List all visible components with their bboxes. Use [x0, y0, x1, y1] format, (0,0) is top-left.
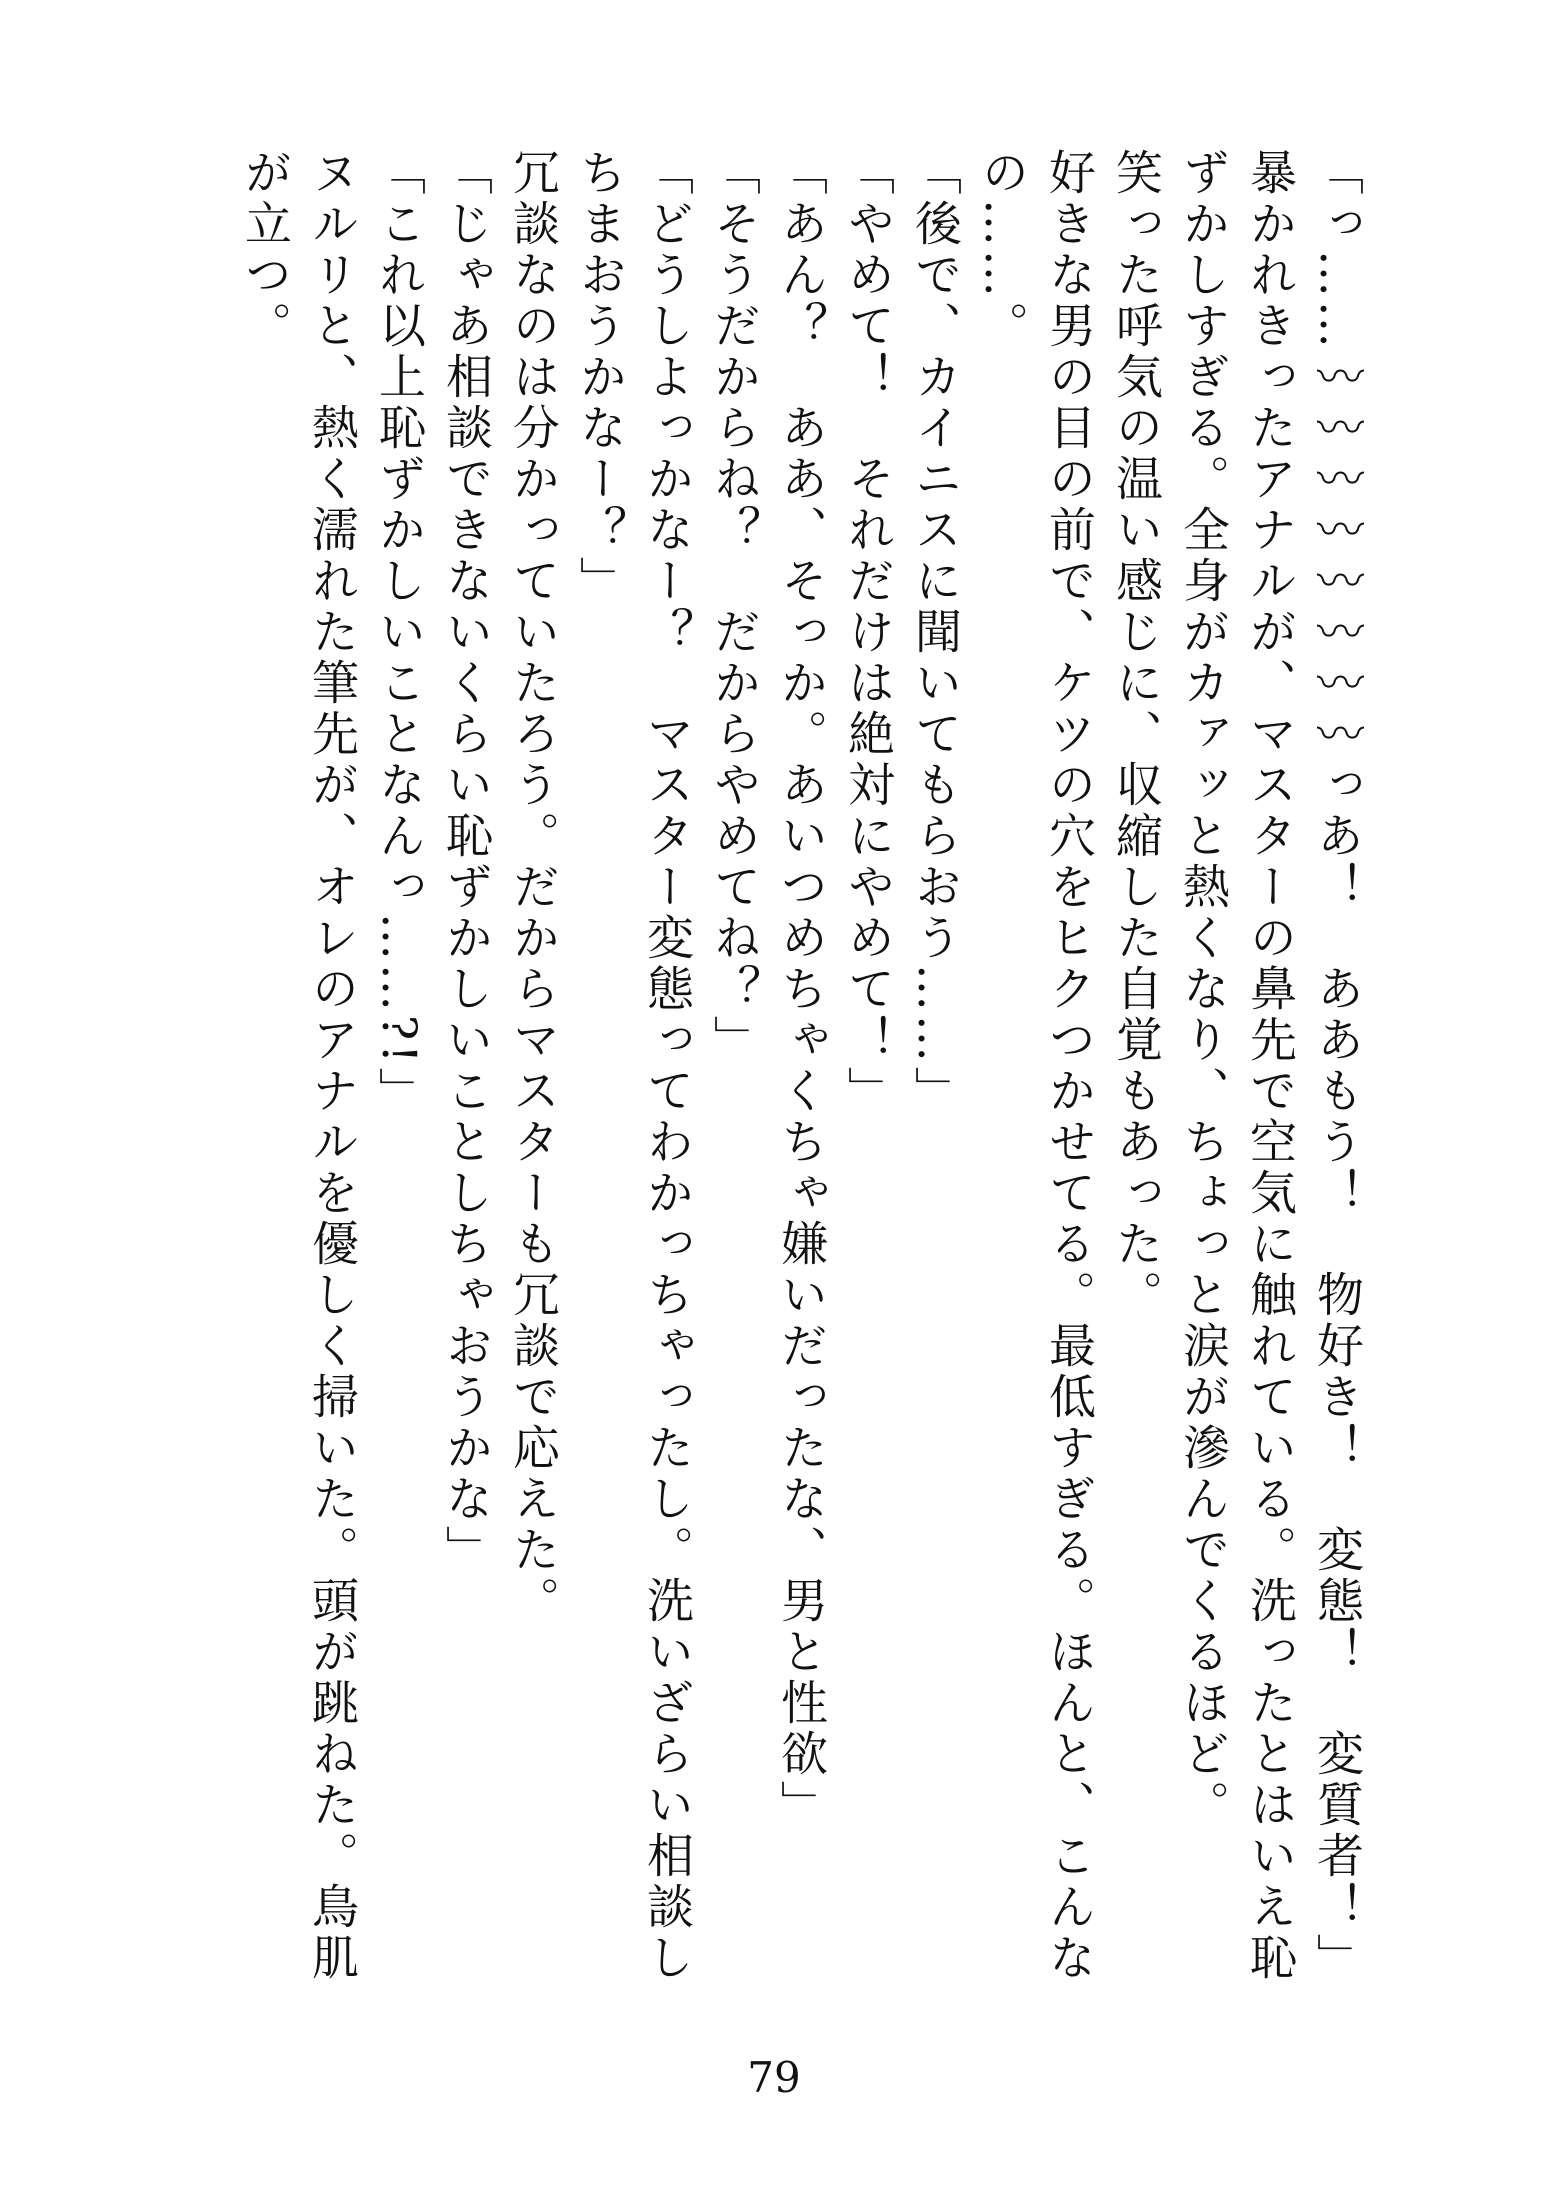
paragraph: 「そうだからね？ だからやめてね？」: [706, 148, 761, 1066]
page-number: 79: [747, 2053, 801, 2102]
paragraph: ヌルリと、熱く濡れた筆先が、オレのアナルを優しく掃いた。頭が跳ねた。鳥肌が立つ。: [237, 148, 359, 1984]
paragraph: 笑った呼気の温い感じに、収縮した自覚もあった。: [1108, 148, 1163, 1321]
paragraph: 「やめて！ それだけは絶対にやめて！」: [840, 148, 895, 1117]
paragraph: 冗談なのは分かっていたろう。だからマスターも冗談で応えた。: [505, 148, 560, 1627]
paragraph: 暴かれきったアナルが、マスターの鼻先で空気に触れている。洗ったとはいえ恥ずかしすぎる。全身がカァッと熱くなり、ちょっと涙が滲んでくるほど。: [1175, 148, 1297, 1984]
paragraph: 「どうしよっかなー？ マスター変態ってわかっちゃったし。洗いざらい相談しちまおうかなー？」: [572, 148, 694, 1984]
paragraph: 「じゃあ相談できないくらい恥ずかしいことしちゃおうかな」: [438, 148, 493, 1576]
paragraph: 「これ以上恥ずかしいことなんっ……?!」: [371, 148, 426, 1119]
paragraph: 「後で、カイニスに聞いてもらおう……」: [907, 148, 962, 1117]
paragraph: 「あん？ ああ、そっか。あいつめちゃくちゃ嫌いだったな、男と性欲」: [773, 148, 828, 1831]
paragraph: 「っ……〰〰〰〰〰〰〰〰っあ！ ああもう！ 物好き！ 変態！ 変質者！」: [1309, 148, 1364, 1984]
paragraph: 好きな男の目の前で、ケツの穴をヒクつかせてる。最低すぎる。ほんと、こんなの……。: [974, 148, 1096, 1984]
vertical-text-body: [230, 148, 1370, 2008]
